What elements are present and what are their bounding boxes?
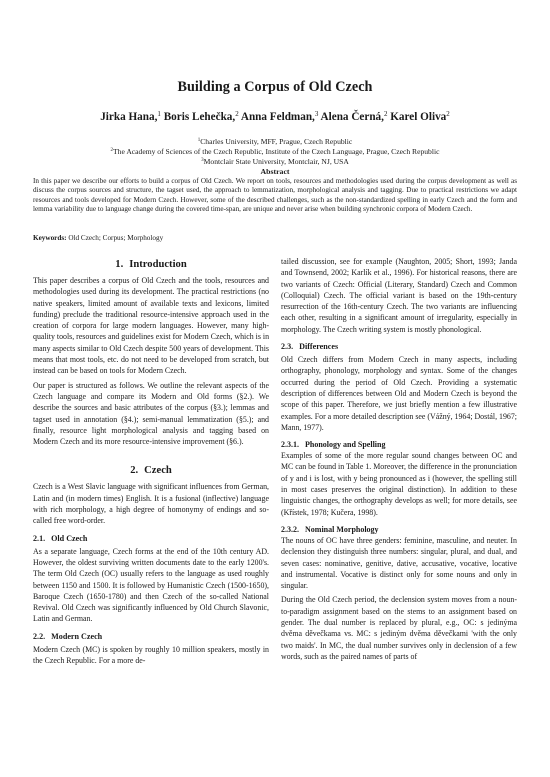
subsection-heading: 2.1. Old Czech <box>33 533 88 543</box>
subsection-heading: 2.2. Modern Czech <box>33 631 103 641</box>
right-column <box>281 256 517 771</box>
author: Jirka Hana,$^1$ <box>100 110 161 123</box>
paragraph: Examples of some of the more regular sound changes between OC and MC can be found in Table 1. Moreover, the difference in the pronunciation of y and i is lost, with y being pronounced as i (however, the spelling still in most cases preserves the original distinction). In addition to these linguistic changes, the orthography develops as well; for more details, see (Křístek, 1978; Kučera, 1998). <box>281 451 517 517</box>
affiliation: $^2$The Academy of Sciences of the Czech Republic, Institute of the Czech Language, Prague, Czech Republic <box>110 147 440 156</box>
author: Alena Černá,$^2$ <box>320 110 388 123</box>
paragraph: As a separate language, Czech forms at the end of the 10th century AD. However, the oldest surviving written documents date to the early 1200's. The term Old Czech (OC) usually refers to the language as used roughly between 1150 and 1500. It is followed by Humanistic Czech (1500-1650), Baroque Czech (1650-1780) and then Czech of the so-called National Revival. Old Czech was significantly influenced by Old Church Slavonic, Latin and German. <box>33 546 269 624</box>
left-column <box>33 256 269 771</box>
paragraph: Czech is a West Slavic language with significant influences from German, Latin and (in modern times) English. It is a fusional (inflective) language with rich morphology, a high degree of homonymy of endings and so-called free word-order. <box>33 482 269 526</box>
subsubsection-heading: 2.3.1. Phonology and Spelling <box>281 440 386 450</box>
abstract-heading: Abstract <box>260 167 290 176</box>
paragraph: During the Old Czech period, the declension system moves from a noun-to-paradigm assignment based on the stems to an assignment based on gender. The dual number is replaced by plural, e.g., OC: s jedinýma dvěma děvečkama vs. MC: s jediným dvěma děvečkami 'with the only two maids'. In MC, the dual number survives only in declension of a few words, such as the paired names of parts of <box>281 595 517 661</box>
section-heading: 1. Introduction <box>115 259 187 270</box>
paragraph: Modern Czech (MC) is spoken by roughly 10 million speakers, mostly in the Czech Republic. For a more de- <box>33 644 269 666</box>
paragraph: This paper describes a corpus of Old Czech and the tools, resources and methodologies used during its development. The practical restrictions (no native speakers, limited amount of available texts and lexicons, limited funding) preclude the traditional resource-intensive approach used in the creation of corpora for large modern languages. However, many high-quality tools, resources and guidelines exist for Modern Czech, which is in many aspects similar to Old Czech despite 500 years of development. This means that most tools, etc. do not need to be developed from scratch, but instead can be based on tools for Modern Czech. <box>33 276 269 376</box>
abstract-text: In this paper we describe our efforts to build a corpus of Old Czech. We report on tools, resources and methodologies used during the corpus development as well as discuss the corpus sources and structure, the tagset used, the approach to lemmatization, morphological analysis and tagging. Due to practical restrictions we adapt resources and tools developed for Modern Czech. However, some of the described challenges, such as the non-standardized spelling in early Czech and the form and lemma variability due to language change during the covered time-span, are unique and never arise when building synchronic corpora of Modern Czech. <box>33 177 517 214</box>
affiliation: $^1$Charles University, MFF, Prague, Czech Republic <box>197 137 353 146</box>
author: Boris Lehečka,$^2$ <box>163 110 239 123</box>
paper-title: Building a Corpus of Old Czech <box>177 79 373 95</box>
author: Anna Feldman,$^3$ <box>240 110 319 123</box>
subsection-heading: 2.3. Differences <box>281 342 339 352</box>
section-heading: 2. Czech <box>130 465 172 477</box>
author-list <box>0 110 550 123</box>
paragraph: Our paper is structured as follows. We outline the relevant aspects of the Czech language and compare its Modern and Old forms (§2.). We describe the sources and basic attributes of the corpus (§3.); lemmas and tagset used in annotation (§4.); semi-manual lemmatization (§5.); and finally, resource light morphological analysis and tagging based on Modern Czech and its more resource-intensive improvement (§6.). <box>33 380 269 447</box>
affiliation: $^3$Montclair State University, Montclair, NJ, USA <box>201 157 349 166</box>
paragraph: tailed discussion, see for example (Naughton, 2005; Short, 1993; Janda and Townsend, 2002; Karlík et al., 1996). For historical reasons, there are two variants of Czech: Official (Literary, Standard) Czech and Common (Colloquial) Czech. The official variant is based on the 19th-century resurrection of the 16th-century Czech. The two variants are influencing each other, resulting in a significant amount of irregularity, especially in morphology. The Czech writing system is mostly phonological. <box>281 257 517 334</box>
paragraph: The nouns of OC have three genders: feminine, masculine, and neuter. In declension they distinguish three numbers: singular, plural, and dual, and seven cases: nominative, genitive, dative, accusative, vocative, locative and instrumental. Vocative is distinct only for some nouns and only in singular. <box>281 535 517 591</box>
paragraph: Old Czech differs from Modern Czech in many aspects, including orthography, phonology, morphology and syntax. Some of the changes occurred during the period of Old Czech. Providing a systematic description of differences between Old and Modern Czech is beyond the scope of this paper. Therefore, we just briefly mention a few illustrative examples. For a more detailed description see (Vážný, 1964; Dostál, 1967; Mann, 1977). <box>281 355 517 432</box>
keywords: Keywords: Old Czech; Corpus; Morphology <box>33 234 164 242</box>
subsubsection-heading: 2.3.2. Nominal Morphology <box>281 524 379 534</box>
author: Karel Oliva$^2$ <box>390 110 450 123</box>
